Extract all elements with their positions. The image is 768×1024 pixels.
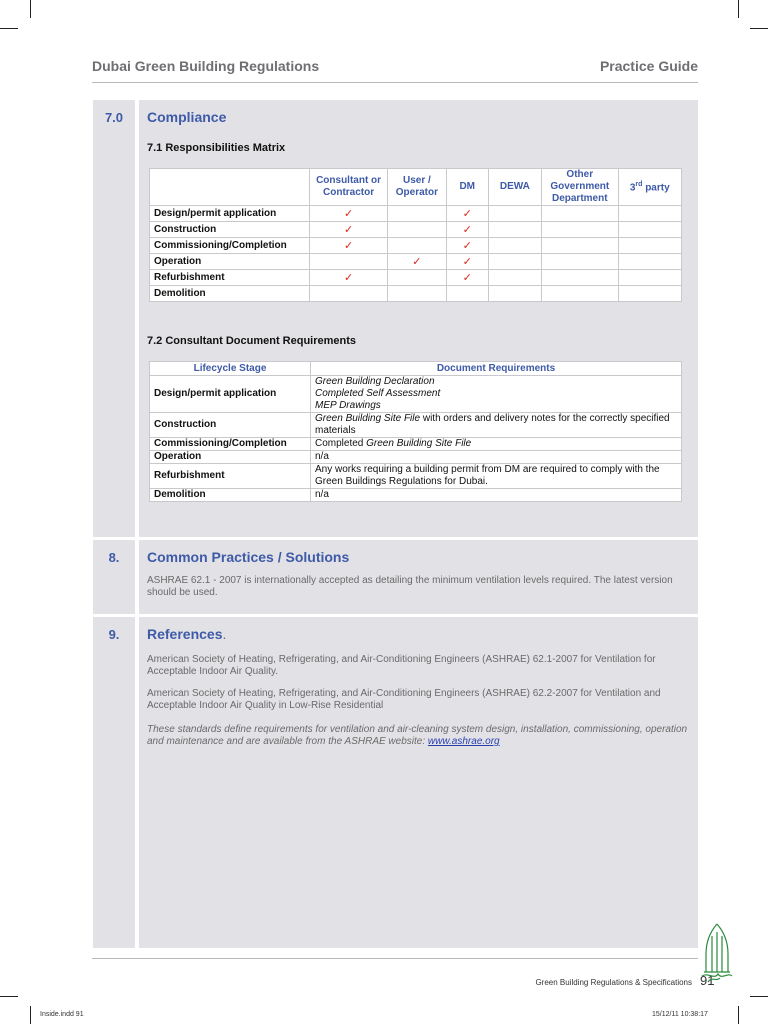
matrix-header-cell: DM [446,169,488,206]
requirement-line: Green Building Declaration [315,376,435,387]
matrix-header-cell: Other Government Department [542,169,619,206]
matrix-header-cell: User / Operator [388,169,447,206]
check-cell: ✓ [310,206,388,222]
table-row [150,286,682,302]
crop-mark [750,996,768,997]
check-cell [542,270,619,286]
check-cell: ✓ [446,206,488,222]
document-requirements-table [149,361,682,502]
check-cell: ✓ [310,270,388,286]
matrix-header-cell: Consultant or Contractor [310,169,388,206]
table-row [150,376,682,413]
stage-label: Refurbishment [150,464,311,489]
slug-file-info: Inside.indd 91 [40,1011,84,1018]
slug-timestamp: 15/12/11 10:38:17 [652,1011,708,1018]
check-cell [618,270,681,286]
section-common-practices [93,540,698,614]
table-row [150,451,682,464]
row-label: Demolition [150,286,310,302]
check-cell: ✓ [446,238,488,254]
table-row [150,489,682,502]
section-title-text: References [147,626,223,642]
stage-label: Commissioning/Completion [150,438,311,451]
check-cell [488,238,541,254]
check-cell [618,254,681,270]
crop-mark [738,0,739,18]
table-row [150,254,682,270]
check-cell [388,270,447,286]
section-body [139,540,698,614]
ordinal-suffix: rd [635,181,643,189]
section-title [147,626,226,642]
row-label: Refurbishment [150,270,310,286]
check-cell [542,254,619,270]
check-cell [488,286,541,302]
check-cell [542,286,619,302]
table-row [150,413,682,438]
section-number-cell [93,100,135,537]
check-cell [618,206,681,222]
check-cell [488,254,541,270]
table-row [150,438,682,451]
section-title-dot: . [222,626,227,642]
check-cell [618,222,681,238]
crop-mark [30,0,31,18]
section-number-cell [93,540,135,614]
requirement-cell: Any works requiring a building permit from DM are required to comply with the Green Buildings Regulations for Dubai. [311,464,682,489]
crop-mark [30,1006,31,1024]
check-cell [388,238,447,254]
table-row [150,222,682,238]
check-cell: ✓ [310,222,388,238]
crop-mark [738,1006,739,1024]
check-cell [618,286,681,302]
section-number: 7.0 [104,110,124,125]
check-cell: ✓ [446,270,488,286]
section-title: Compliance [147,109,227,125]
check-cell [310,286,388,302]
reference-item: American Society of Heating, Refrigerating, and Air-Conditioning Engineers (ASHRAE) 62.2-2007 for Ventilation and Acceptable Indoor Air Quality in Low-Rise Residential [147,688,661,711]
check-cell [388,286,447,302]
check-cell: ✓ [388,254,447,270]
row-label: Commissioning/Completion [150,238,310,254]
check-cell [542,206,619,222]
header-rule [92,82,698,83]
reference-item: American Society of Heating, Refrigerating, and Air-Conditioning Engineers (ASHRAE) 62.1-2007 for Ventilation for Acceptable Indoor Air Quality. [147,654,656,677]
requirement-text: Completed [315,438,367,449]
stage-label: Operation [150,451,311,464]
table-row [150,270,682,286]
requirement-cell [311,376,682,413]
check-cell [310,254,388,270]
docreq-header-cell: Document Requirements [311,362,682,376]
requirement-cell [311,438,682,451]
requirement-cell: n/a [311,489,682,502]
stage-label: Design/permit application [150,376,311,413]
check-cell [388,222,447,238]
crop-mark [750,28,768,29]
ashrae-link[interactable]: www.ashrae.org [427,736,500,747]
crop-mark [0,28,18,29]
docreq-heading: 7.2 Consultant Document Requirements [147,335,357,347]
check-cell: ✓ [446,254,488,270]
table-row [150,206,682,222]
row-label: Operation [150,254,310,270]
page-header [92,58,698,78]
row-label: Design/permit application [150,206,310,222]
matrix-header-row [150,169,682,206]
docreq-header-cell: Lifecycle Stage [150,362,311,376]
crop-mark [0,996,18,997]
footer-rule [92,958,698,959]
requirement-italic: Green Building Site File [366,438,472,449]
requirement-cell: n/a [311,451,682,464]
section-number: 9. [108,627,120,642]
table-row [150,238,682,254]
check-cell [488,206,541,222]
check-cell [542,222,619,238]
document-title: Dubai Green Building Regulations [92,58,320,74]
reference-note [147,724,692,748]
check-cell [488,270,541,286]
section-title: Common Practices / Solutions [147,549,350,565]
check-cell [446,286,488,302]
requirement-line: Completed Self Assessment [315,388,441,399]
section-body [139,617,698,948]
requirement-cell [311,413,682,438]
page-number: 91 [700,973,715,988]
matrix-header-cell: 3rd party [618,169,681,206]
section-number: 8. [108,550,120,565]
responsibilities-matrix [149,168,682,302]
requirement-text: with orders and delivery notes for the correctly specified materials [315,413,670,436]
check-cell [488,222,541,238]
check-cell [542,238,619,254]
check-cell [618,238,681,254]
requirement-line: MEP Drawings [315,400,381,411]
stage-label: Demolition [150,489,311,502]
check-cell: ✓ [310,238,388,254]
matrix-heading: 7.1 Responsibilities Matrix [147,142,286,154]
reference-note-text: These standards define requirements for ventilation and air-cleaning system design, installation, commissioning, operation and maintenance and are available from the ASHRAE website: [147,724,688,747]
docreq-header-row [150,362,682,376]
check-cell: ✓ [446,222,488,238]
section-compliance [93,100,698,537]
guide-type: Practice Guide [599,58,698,74]
matrix-header-cell [150,169,310,206]
table-row [150,464,682,489]
matrix-header-cell: DEWA [488,169,541,206]
check-cell [388,206,447,222]
section-text: ASHRAE 62.1 - 2007 is internationally accepted as detailing the minimum ventilation levels required. The latest version should be used. [147,575,673,598]
stage-label: Construction [150,413,311,438]
section-body [139,100,698,537]
footer-title: Green Building Regulations & Specifications [535,978,692,987]
section-number-cell [93,617,135,948]
green-building-logo-icon [700,922,734,984]
section-references [93,617,698,948]
requirement-italic: Green Building Site File [315,413,421,424]
row-label: Construction [150,222,310,238]
